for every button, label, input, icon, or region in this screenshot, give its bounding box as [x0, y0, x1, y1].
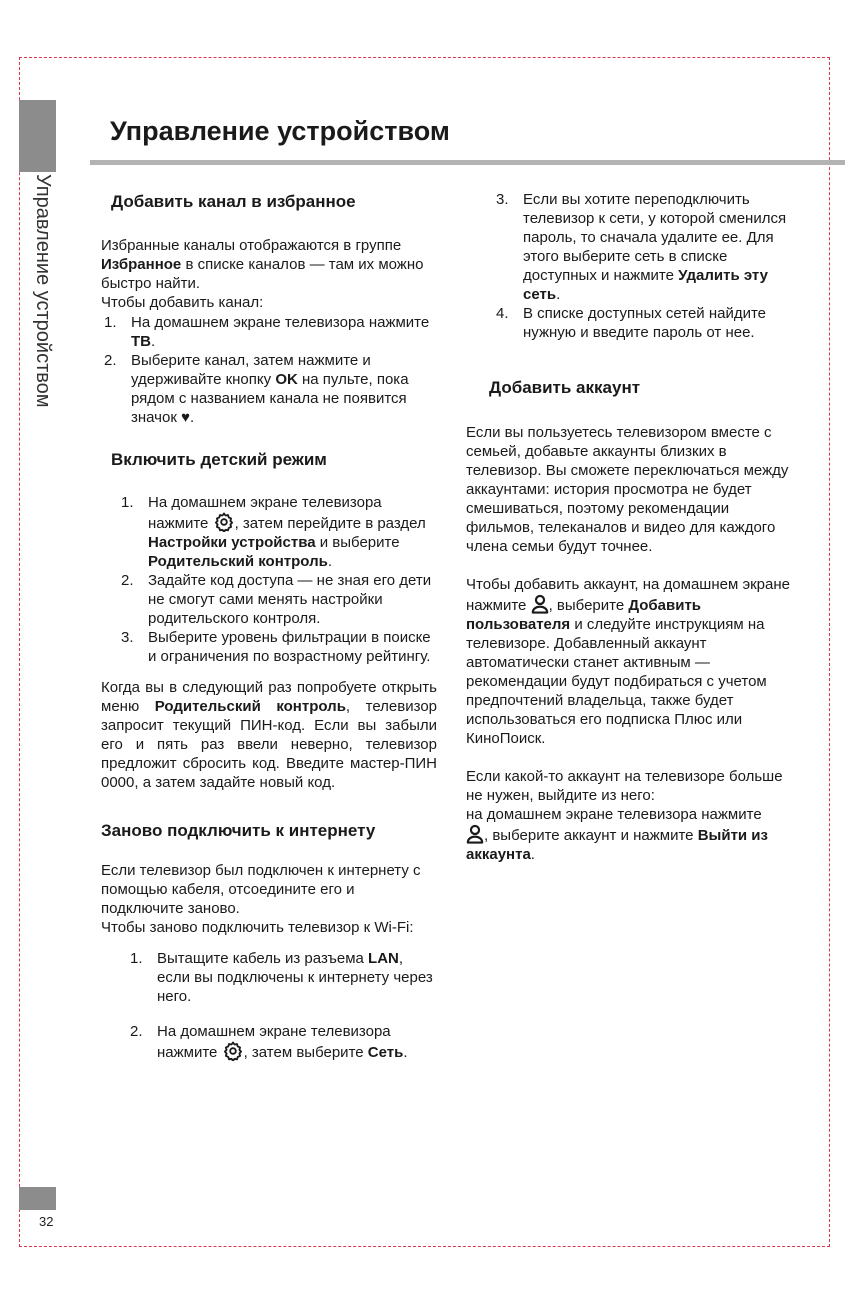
- list-item: 3. Если вы хотите переподключить телевизор к сети, у которой сменился пароль, то сначала удалите ее. Для этого выберите сеть в списке доступных и нажмите Удалить эту сеть.: [496, 191, 787, 303]
- list-item: 1. На домашнем экране телевизора нажмите , затем перейдите в раздел Настройки устройства и выберите Родительский контроль.: [121, 494, 426, 570]
- account-heading: Добавить аккаунт: [489, 378, 641, 397]
- person-icon: [531, 594, 549, 614]
- list-item: 4. В списке доступных сетей найдите нужную и введите пароль от нее.: [496, 305, 767, 341]
- kids-steps: [121, 493, 437, 666]
- account-paragraph-3: Если какой-то аккаунт на телевизоре больше не нужен, выйдите из него: на домашнем экране телевизора нажмите , выберите аккаунт и нажмите Выйти из аккаунта.: [466, 768, 783, 863]
- kids-heading: Включить детский режим: [111, 450, 327, 469]
- side-label-text: Управление устройством: [32, 174, 54, 408]
- gear-icon: [222, 1041, 244, 1061]
- right-column: [466, 190, 798, 864]
- gear-icon: [213, 512, 235, 532]
- list-item: 2. На домашнем экране телевизора нажмите , затем выберите Сеть.: [130, 1023, 408, 1061]
- list-item: 2. Задайте код доступа — не зная его дети не смогут сами менять настройки родительского контроля.: [121, 572, 432, 627]
- list-item: 1. На домашнем экране телевизора нажмите ТВ.: [104, 314, 430, 350]
- favorites-intro: Избранные каналы отображаются в группе Избранное в списке каналов — там их можно быстро найти. Чтобы добавить канал:: [101, 237, 424, 311]
- left-column: [101, 190, 437, 1062]
- reconnect-steps-left: [130, 949, 437, 1062]
- list-item: 2. Выберите канал, затем нажмите и удерживайте кнопку OK на пульте, пока рядом с названием канала не появится значок ♥.: [104, 352, 409, 426]
- heart-icon: ♥: [181, 409, 190, 426]
- favorites-heading: Добавить канал в избранное: [111, 192, 356, 211]
- favorites-intro-bold: Избранное: [101, 256, 182, 273]
- side-label: [22, 174, 54, 434]
- list-item: 3. Выберите уровень фильтрации в поиске и ограничения по возрастному рейтингу.: [121, 629, 431, 665]
- favorites-steps: [104, 313, 437, 427]
- page-number: 32: [39, 1214, 54, 1229]
- side-tab-marker: [19, 100, 56, 172]
- reconnect-steps-right: [496, 190, 798, 342]
- reconnect-intro: Если телевизор был подключен к интернету с помощью кабеля, отсоедините его и подключите заново. Чтобы заново подключить телевизор к Wi-Fi:: [101, 862, 421, 936]
- account-paragraph-1: Если вы пользуетесь телевизором вместе с семьей, добавьте аккаунты близких в телевизор. Вы сможете переключаться между аккаунтами: история просмотра не будет смешиваться, поэтому рекомендации фильмов, телеканалов и видео для каждого члена семьи будут точнее.: [466, 424, 789, 555]
- title-rule: [90, 160, 845, 165]
- account-paragraph-2: Чтобы добавить аккаунт, на домашнем экране нажмите , выберите Добавить пользователя и следуйте инструкциям на телевизоре. Добавленный аккаунт автоматически станет активным — рекомендации будут подбираться с учетом предпочтений владельца, также будет использоваться его подписка Плюс или КиноПоиск.: [466, 576, 790, 747]
- kids-paragraph: Когда вы в следующий раз попробуете открыть меню Родительский контроль, телевизор запросит текущий ПИН-код. Если вы забыли его и пять раз ввели неверно, телевизор предложит сбросить код. Введите мастер-ПИН 0000, а затем задайте новый код.: [101, 679, 437, 791]
- list-item: 1. Вытащите кабель из разъема LAN, если вы подключены к интернету через него.: [130, 950, 433, 1005]
- reconnect-heading: Заново подключить к интернету: [101, 821, 376, 840]
- bottom-tab-marker: [19, 1187, 56, 1210]
- page-title: Управление устройством: [110, 116, 450, 146]
- person-icon: [466, 824, 484, 844]
